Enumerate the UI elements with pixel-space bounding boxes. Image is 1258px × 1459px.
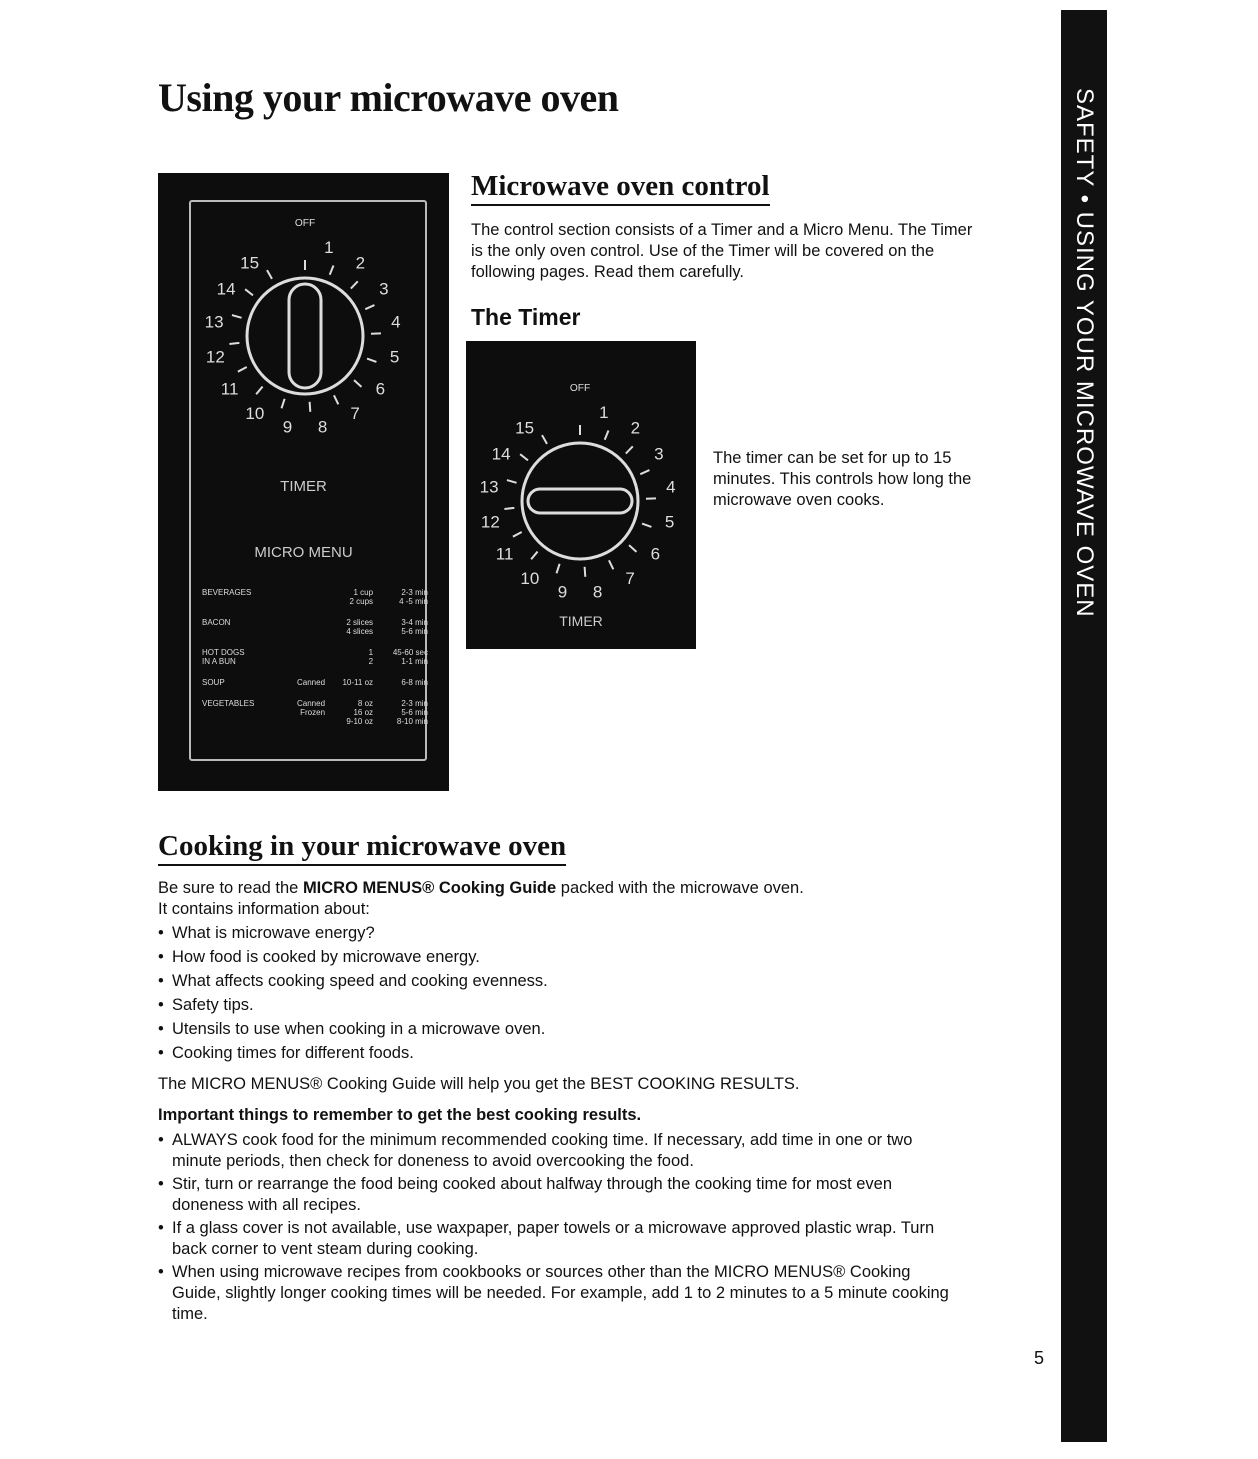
micro-menu-label: MICRO MENU bbox=[254, 544, 353, 561]
timer-text: The timer can be set for up to 15 minutes. This controls how long the microwave oven cooks. bbox=[713, 449, 972, 509]
dial-tick bbox=[354, 380, 361, 387]
dial-number: 15 bbox=[515, 418, 535, 438]
guide-line: The MICRO MENUS® Cooking Guide will help you get the BEST COOKING RESULTS. bbox=[158, 1075, 800, 1093]
dial-number: 10 bbox=[245, 404, 265, 424]
page-title: Using your microwave oven bbox=[158, 75, 619, 120]
dial-number: 1 bbox=[599, 403, 609, 423]
dial-tick bbox=[520, 454, 528, 460]
dial-number: 12 bbox=[480, 512, 500, 532]
timer-heading: The Timer bbox=[471, 304, 581, 330]
list-item: • What is microwave energy? bbox=[158, 921, 548, 945]
dial-number: 9 bbox=[282, 417, 293, 437]
dial-tick bbox=[310, 402, 311, 412]
timer-label-large: TIMER bbox=[280, 478, 327, 495]
dial-number: 13 bbox=[479, 477, 499, 497]
dial-tick bbox=[256, 387, 262, 395]
dial-number: 6 bbox=[650, 544, 661, 564]
dial-number: 5 bbox=[389, 347, 400, 367]
side-tab bbox=[1061, 10, 1107, 1442]
menu-cell-item: BACON bbox=[202, 618, 231, 627]
menu-row bbox=[202, 618, 428, 646]
list-item: • If a glass cover is not available, use waxpaper, paper towels or a microwave approved plastic wrap. Turn back corner to vent steam during cooking. bbox=[158, 1218, 958, 1260]
cooking-intro: Be sure to read the MICRO MENUS® Cooking Guide packed with the microwave oven. It contains information about: bbox=[158, 879, 804, 918]
info-list bbox=[158, 921, 548, 1065]
dial-number: 7 bbox=[350, 404, 360, 424]
dial-tick bbox=[542, 435, 547, 444]
dial-number: 3 bbox=[379, 279, 389, 299]
menu-cell-qty: 1 cup 2 cups bbox=[349, 588, 374, 606]
menu-row bbox=[202, 678, 428, 697]
dial-number: 11 bbox=[495, 544, 514, 564]
control-text: The control section consists of a Timer and a Micro Menu. The Timer is the only oven control. Use of the Timer will be covered on the following pages. Read them carefully. bbox=[471, 221, 973, 281]
menu-cell-time: 3-4 min 5-6 min bbox=[401, 618, 428, 636]
menu-cell-item: VEGETABLES bbox=[202, 699, 255, 708]
menu-cell-qty: 10-11 oz bbox=[342, 678, 374, 687]
list-item: • When using microwave recipes from cookbooks or sources other than the MICRO MENUS® Cooking Guide, slightly longer cooking times will be needed. For example, add 1 to 2 minutes to a 5 minute cooking time. bbox=[158, 1262, 958, 1325]
menu-cell-type: Canned bbox=[297, 678, 326, 687]
dial-tick bbox=[629, 545, 636, 552]
dial-tick bbox=[504, 508, 514, 509]
dial-number: 13 bbox=[204, 312, 224, 332]
dial-tick bbox=[229, 343, 239, 344]
dial-number: 3 bbox=[654, 444, 664, 464]
menu-cell-time: 2-3 min 5-6 min 8-10 min bbox=[396, 699, 428, 726]
tips-list bbox=[158, 1130, 958, 1325]
dial-number: 11 bbox=[220, 379, 239, 399]
menu-cell-time: 6-8 min bbox=[401, 678, 428, 687]
list-item: • Safety tips. bbox=[158, 993, 548, 1017]
timer-label-small: TIMER bbox=[559, 613, 603, 629]
cooking-heading: Cooking in your microwave oven bbox=[158, 830, 566, 863]
dial-tick bbox=[513, 532, 522, 537]
menu-cell-time: 45-60 sec 1-1 min bbox=[392, 648, 428, 666]
timer-dial-large bbox=[158, 173, 449, 593]
dial-number: 6 bbox=[375, 379, 386, 399]
dial-tick bbox=[605, 431, 609, 440]
list-item: • How food is cooked by microwave energy. bbox=[158, 945, 548, 969]
menu-row bbox=[202, 588, 428, 616]
dial-number: 15 bbox=[240, 253, 260, 273]
dial-tick bbox=[245, 289, 253, 295]
dial-tick bbox=[557, 564, 560, 574]
dial-tick bbox=[238, 367, 247, 372]
dial-number: 10 bbox=[520, 569, 540, 589]
timer-dial-small bbox=[466, 341, 696, 649]
dial-tick bbox=[351, 281, 358, 288]
dial-number: 2 bbox=[630, 418, 641, 438]
dial-number: 4 bbox=[666, 477, 676, 497]
list-item: • Cooking times for different foods. bbox=[158, 1041, 548, 1065]
menu-cell-type bbox=[283, 588, 325, 616]
list-item: • Stir, turn or rearrange the food being cooked about halfway through the cooking time for most even doneness with all recipes. bbox=[158, 1174, 958, 1216]
dial-tick bbox=[507, 480, 517, 483]
dial-tick bbox=[282, 399, 285, 409]
dial-number: 14 bbox=[216, 279, 236, 299]
dial-tick bbox=[642, 524, 651, 527]
menu-cell-qty: 1 2 bbox=[368, 648, 374, 666]
dial-knob bbox=[522, 443, 638, 559]
menu-cell-qty: 8 oz 16 oz 9-10 oz bbox=[346, 699, 374, 726]
menu-cell-type: Canned Frozen bbox=[297, 699, 326, 717]
dial-tick bbox=[367, 359, 376, 362]
important-heading: Important things to remember to get the best cooking results. bbox=[158, 1106, 642, 1124]
dial-tick bbox=[609, 560, 613, 569]
dial-knob bbox=[247, 278, 363, 394]
menu-cell-item: BEVERAGES bbox=[202, 588, 252, 597]
menu-row bbox=[202, 699, 428, 736]
dial-tick bbox=[365, 305, 374, 309]
dial-number: 5 bbox=[664, 512, 675, 532]
menu-cell-item: SOUP bbox=[202, 678, 225, 687]
dial-number: 8 bbox=[592, 582, 603, 602]
dial-tick bbox=[267, 270, 272, 279]
menu-cell-type bbox=[283, 618, 325, 646]
dial-tick bbox=[232, 315, 242, 318]
menu-cell-time: 2-3 min 4 -5 min bbox=[399, 588, 428, 606]
list-item: • ALWAYS cook food for the minimum recommended cooking time. If necessary, add time in one or two minute periods, then check for doneness to avoid overcooking the food. bbox=[158, 1130, 958, 1172]
dial-number: 1 bbox=[324, 238, 334, 258]
dial-number: 2 bbox=[355, 253, 366, 273]
list-item: • Utensils to use when cooking in a microwave oven. bbox=[158, 1017, 548, 1041]
list-item: • What affects cooking speed and cooking evenness. bbox=[158, 969, 548, 993]
dial-off-label: OFF bbox=[294, 218, 316, 229]
dial-tick bbox=[330, 266, 334, 275]
dial-number: 8 bbox=[317, 417, 328, 437]
dial-number: 9 bbox=[557, 582, 568, 602]
menu-cell-type bbox=[283, 648, 325, 676]
dial-off-label: OFF bbox=[569, 383, 591, 394]
dial-number: 14 bbox=[491, 444, 511, 464]
menu-cell-item: HOT DOGS IN A BUN bbox=[202, 648, 245, 666]
page-number: 5 bbox=[1034, 1348, 1045, 1368]
dial-number: 7 bbox=[625, 569, 635, 589]
dial-number: 12 bbox=[205, 347, 225, 367]
dial-number: 4 bbox=[391, 312, 401, 332]
micro-menu-table bbox=[200, 586, 430, 738]
dial-tick bbox=[531, 552, 537, 560]
dial-tick bbox=[334, 395, 338, 404]
menu-cell-qty: 2 slices 4 slices bbox=[346, 618, 374, 636]
side-tab-label: SAFETY • USING YOUR MICROWAVE OVEN bbox=[1071, 88, 1098, 618]
dial-tick bbox=[640, 470, 649, 474]
control-heading: Microwave oven control bbox=[471, 170, 770, 203]
dial-tick bbox=[585, 567, 586, 577]
dial-tick bbox=[626, 446, 633, 453]
menu-row bbox=[202, 648, 428, 676]
